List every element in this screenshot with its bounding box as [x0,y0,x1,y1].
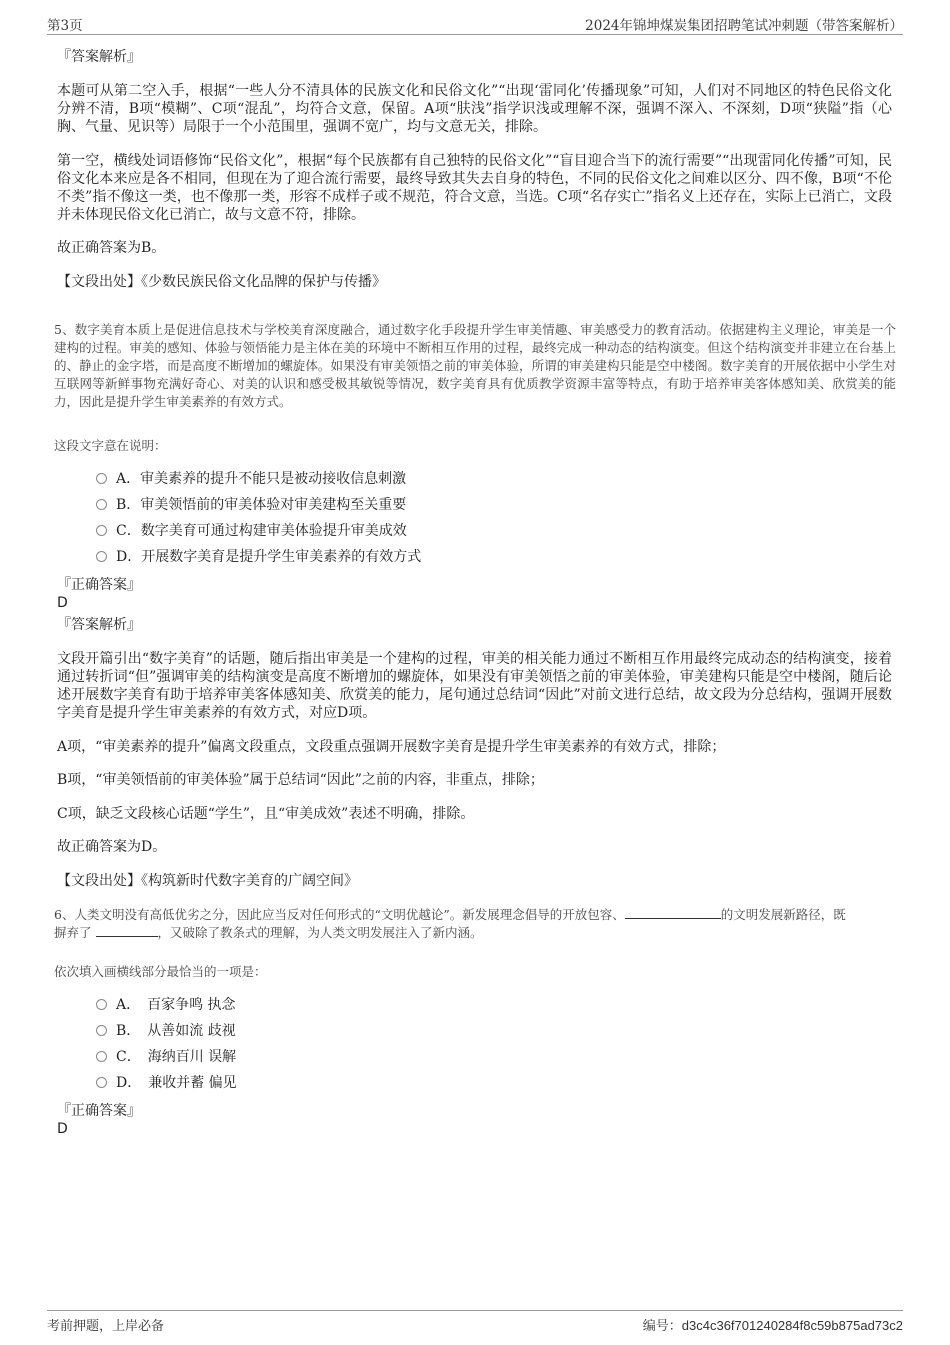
document-code: 编号：d3c4c36f701240284f8c59b875ad73c2 [642,1318,903,1333]
radio-icon[interactable] [96,1077,107,1088]
page-footer [47,1310,903,1333]
q4-source: 【文段出处】《少数民族民俗文化品牌的保护与传播》 [57,274,386,290]
q5-answer: D [57,595,68,611]
q6-option-c-label: C． 海纳百川 误解 [116,1049,237,1065]
q5-conclusion: 故正确答案为D。 [57,839,167,855]
q6-question-text-2: 的文明发展新路径，既 [720,907,846,922]
q5-analysis-label: 『答案解析』 [57,617,141,633]
q5-question: 5、数字美育本质上是促进信息技术与学校美育深度融合，通过数字化手段提升学生审美情趣、审美感受力的教育活动。依据建构主义理论，审美是一个建构的过程。审美的感知、体验与领悟能力是主体在美的环境中不断相互作用的过程，最终完成一种动态的结构演变。但这个结构演变并非建立在台基上的、静止的金字塔，而是高度不断增加的螺旋体。如果没有审美领悟之前的审美体验，所谓的审美建构只能是空中楼阁。数字美育的开展依据中小学生对互联网等新鲜事物充满好奇心、对美的认识和感受极其敏锐等情况，数字美育具有优质教学资源丰富等特点，有助于培养审美客体感知美、欣赏美的能力，因此是提升学生审美素养的有效方式。 [54,322,896,409]
document-title: 2024年锦坤煤炭集团招聘笔试冲刺题（带答案解析） [585,18,903,34]
q5-answer-label: 『正确答案』 [57,577,141,593]
q5-option-a-label: A．审美素养的提升不能只是被动接收信息刺激 [116,471,407,487]
radio-icon[interactable] [96,525,107,536]
radio-icon[interactable] [96,551,107,562]
q6-option-d[interactable] [96,1073,237,1093]
q5-source: 【文段出处】《构筑新时代数字美育的广阔空间》 [57,873,358,889]
q6-blank-1 [625,906,721,919]
q6-option-b[interactable] [96,1021,236,1041]
page-number: 第3页 [47,18,83,34]
q6-answer-label: 『正确答案』 [57,1103,141,1119]
radio-icon[interactable] [96,1051,107,1062]
q5-option-b[interactable] [96,495,406,515]
q6-question [54,906,896,942]
radio-icon[interactable] [96,999,107,1010]
q6-question-text-3: 摒弃了 [54,925,92,940]
q4-analysis-para2: 第一空，横线处词语修饰“民俗文化”，根据“每个民族都有自己独特的民俗文化”“盲目迎合当下的流行需要”“出现雷同化传播”可知，民俗文化本来应是各不相同，但现在为了迎合流行需要，最终导致其失去自身的特色，不同的民俗文化之间难以区分、四不像，B项“不伦不类”指不像这一类，也不像那一类，形容不成样子或不规范，符合文意，当选。C项“名存实亡”指名义上还存在，实际上已消亡，文段并未体现民俗文化已消亡，故与文意不符，排除。 [57,153,892,223]
q4-conclusion: 故正确答案为B。 [57,240,166,256]
q5-option-c-label: C．数字美育可通过构建审美体验提升审美成效 [116,523,407,539]
q4-analysis-para1: 本题可从第二空入手，根据“一些人分不清具体的民族文化和民俗文化”“出现‘雷同化’传播现象”可知，人们对不同地区的特色民俗文化分辨不清，B项“模糊”、C项“混乱”，均符合文意，保留。A项“肤浅”指学识浅或理解不深，强调不深入、不深刻，D项“狭隘”指（心胸、气量、见识等）局限于一个小范围里，强调不宽广，均与文意无关，排除。 [57,83,892,135]
q6-option-a-label: A． 百家争鸣 执念 [116,997,236,1013]
q5-option-b-label: B．审美领悟前的审美体验对审美建构至关重要 [116,497,407,513]
q5-option-a[interactable] [96,469,406,489]
q6-question-text-4: ，又破除了教条式的理解，为人类文明发展注入了新内涵。 [157,925,483,940]
q6-question-text-1: 6、人类文明没有高低优劣之分，因此应当反对任何形式的“文明优越论”。新发展理念倡导的开放包容、 [54,907,625,922]
q4-analysis-label: 『答案解析』 [57,49,141,65]
q6-option-d-label: D． 兼收并蓄 偏见 [116,1075,237,1091]
q5-option-d[interactable] [96,547,421,567]
q5-analysis-b: B项，“审美领悟前的审美体验”属于总结词“因此”之前的内容，非重点，排除； [57,772,544,788]
q6-prompt: 依次填入画横线部分最恰当的一项是： [54,964,267,979]
q6-option-b-label: B． 从善如流 歧视 [116,1023,236,1039]
q5-prompt: 这段文字意在说明： [54,438,167,453]
q6-answer: D [57,1121,68,1137]
radio-icon[interactable] [96,1025,107,1036]
q5-analysis-c: C项，缺乏文段核心话题“学生”，且“审美成效”表述不明确，排除。 [57,806,475,822]
q5-option-d-label: D．开展数字美育是提升学生审美素养的有效方式 [116,549,422,565]
q5-option-c[interactable] [96,521,407,541]
radio-icon[interactable] [96,473,107,484]
q5-analysis-a: A项，“审美素养的提升”偏离文段重点，文段重点强调开展数字美育是提升学生审美素养的有效方式，排除； [57,739,726,755]
page-header [47,12,903,35]
q6-option-c[interactable] [96,1047,236,1067]
radio-icon[interactable] [96,499,107,510]
q5-analysis: 文段开篇引出“数字美育”的话题，随后指出审美是一个建构的过程，审美的相关能力通过不断相互作用最终完成动态的结构演变，接着通过转折词“但”强调审美的结构演变是高度不断增加的螺旋体，如果没有审美领悟之前的审美体验，审美建构只能是空中楼阁，随后论述开展数字美育有助于培养审美客体感知美、欣赏美的能力，尾句通过总结词“因此”对前文进行总结，故文段为分总结构，强调开展数字美育是提升学生审美素养的有效方式，对应D项。 [57,651,892,721]
q6-option-a[interactable] [96,995,236,1015]
footer-note: 考前押题，上岸必备 [47,1319,165,1334]
q6-blank-2 [96,924,158,937]
